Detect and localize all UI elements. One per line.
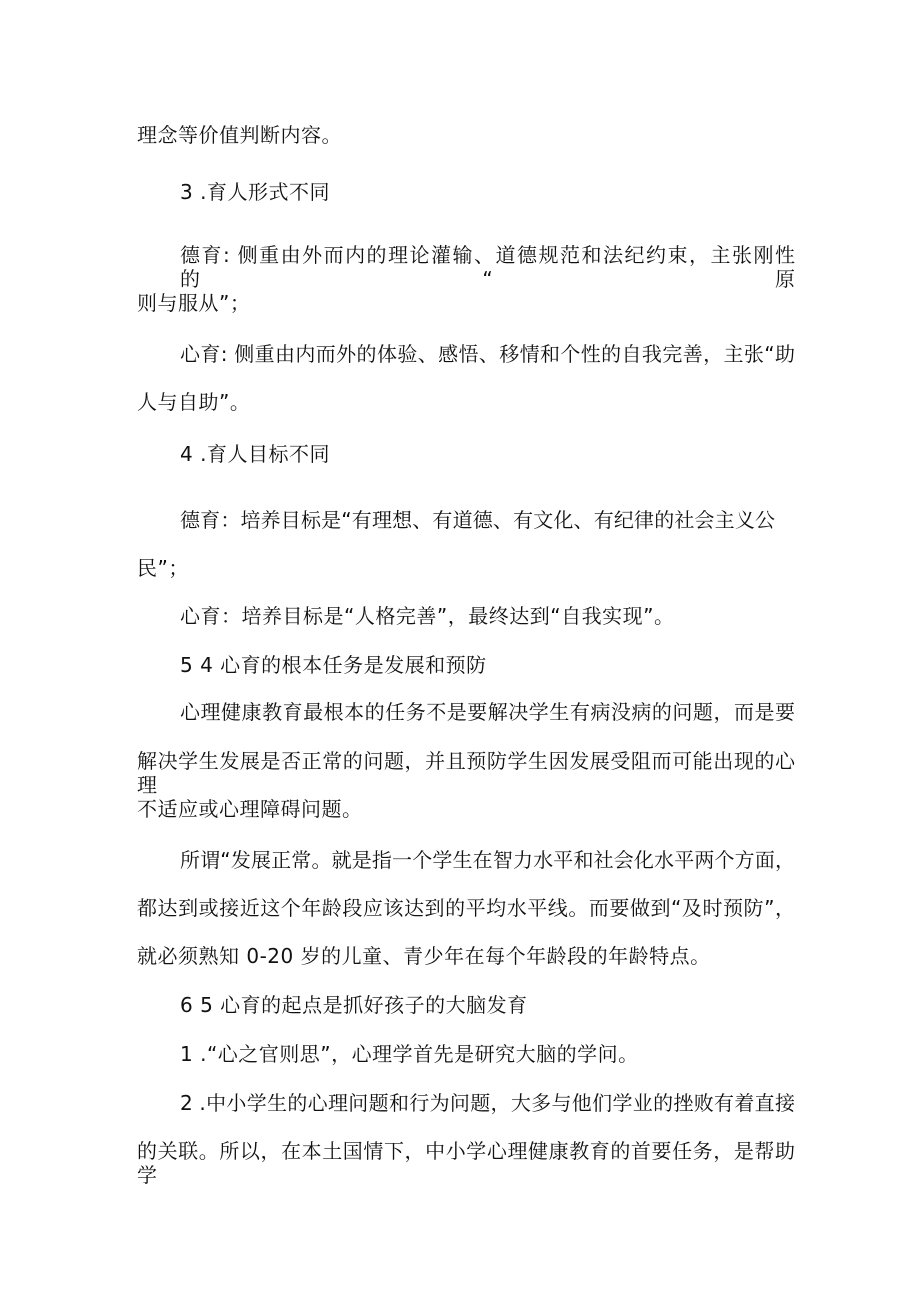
section-heading: 6 5 心育的起点是抓好孩子的大脑发育 <box>180 993 528 1017</box>
paragraph-line: 都达到或接近这个年龄段应该达到的平均水平线。而要做到“及时预防”， <box>137 896 795 920</box>
paragraph-line: 心育: 侧重由内而外的体验、感悟、移情和个性的自我完善，主张“助 <box>180 342 795 366</box>
paragraph-line: 德育：培养目标是“有理想、有道德、有文化、有纪律的社会主义公 <box>180 508 775 532</box>
paragraph-line: 心理健康教育最根本的任务不是要解决学生有病没病的问题，而是要 <box>180 700 795 724</box>
paragraph-line: 德育: 侧重由外而内的理论灌输、道德规范和法纪约束，主张刚性的“原 <box>180 243 795 291</box>
section-heading: 4 .育人目标不同 <box>180 442 330 466</box>
paragraph-line: 心育：培养目标是“人格完善”，最终达到“自我实现”。 <box>180 604 675 628</box>
paragraph-line: 所谓“发展正常。就是指一个学生在智力水平和社会化水平两个方面， <box>180 848 795 872</box>
paragraph-line: 的关联。所以，在本土国情下，中小学心理健康教育的首要任务，是帮助学 <box>137 1139 795 1187</box>
paragraph-line: 就必须熟知 0-20 岁的儿童、青少年在每个年龄段的年龄特点。 <box>137 944 711 968</box>
section-heading: 5 4 心育的根本任务是发展和预防 <box>180 653 487 677</box>
list-item: 2 .中小学生的心理问题和行为问题，大多与他们学业的挫败有着直接 <box>180 1091 795 1115</box>
paragraph-line: 理念等价值判断内容。 <box>137 123 342 147</box>
section-heading: 3 .育人形式不同 <box>180 180 330 204</box>
paragraph-line: 则与服从”； <box>137 291 251 315</box>
paragraph-line: 人与自助”。 <box>137 390 251 414</box>
paragraph-line: 不适应或心理障碍问题。 <box>137 797 363 821</box>
paragraph-line: 解决学生发展是否正常的问题，并且预防学生因发展受阻而可能出现的心理 <box>137 749 795 797</box>
paragraph-line: 民”； <box>137 556 189 580</box>
list-item: 1 .“心之官则思”，心理学首先是研究大脑的学问。 <box>180 1042 639 1066</box>
